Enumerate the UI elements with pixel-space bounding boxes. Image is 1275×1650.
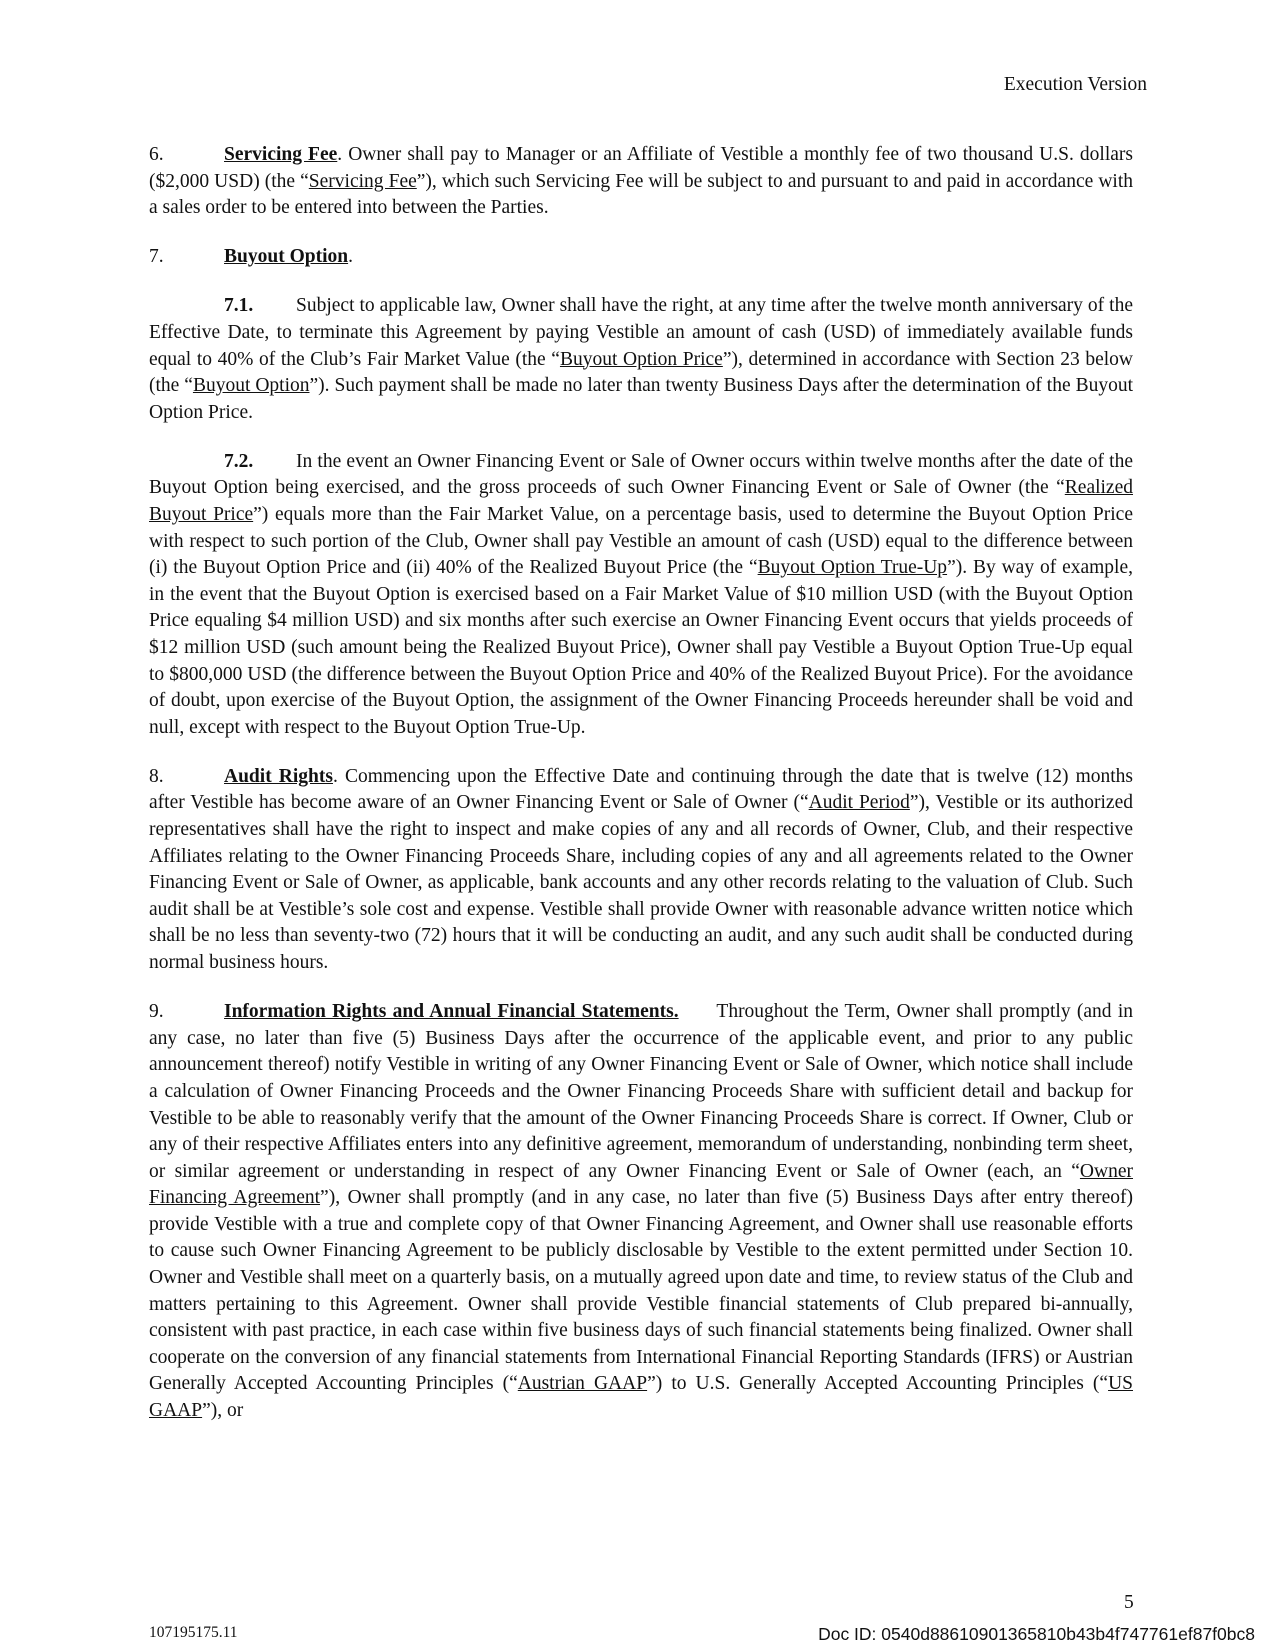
section-text: . — [348, 246, 353, 268]
document-body — [149, 142, 1133, 1447]
defined-term: Owner Financing Agreement — [149, 1160, 1133, 1209]
section-text: . Commencing upon the Effective Date and continuing through the date that is twelve (12) months after Vestible has become aware of an Owner Financing Event or Sale of Owner (“ — [149, 765, 1133, 814]
section-number: 8. — [149, 765, 164, 787]
defined-term: Buyout Option True-Up — [757, 557, 948, 579]
section-text: ”). By way of example, in the event that the Buyout Option is exercised based on a Fair Market Value of $10 million USD (with the Buyout Option Price equaling $4 million USD) and six months after such exercise an Owner Financing Event occurs that yields proceeds of $12 million USD (such amount being the Realized Buyout Price), Owner shall pay Vestible a Buyout Option True-Up equal to $800,000 USD (the difference between the Buyout Option Price and 40% of the Realized Buyout Price). For the avoidance of doubt, upon exercise of the Buyout Option, the assignment of the Owner Financing Proceeds hereunder shall be void and null, except with respect to the Buyout Option True-Up. — [149, 557, 1133, 738]
section-heading: Buyout Option — [224, 246, 349, 268]
section-number: 7. — [149, 246, 164, 268]
section-text: ”), Owner shall promptly (and in any case, no later than five (5) Business Days after entry thereof) provide Vestible with a true and complete copy of that Owner Financing Agreement, and Owner shall use reasonable efforts to cause such Owner Financing Agreement to be publicly disclosable by Vestible to the extent permitted under Section 10. Owner and Vestible shall meet on a quarterly basis, on a mutually agreed upon date and time, to review status of the Club and matters pertaining to this Agreement. Owner shall provide Vestible financial statements of Club prepared bi-annually, consistent with past practice, in each case within five business days of such financial statements being finalized. Owner shall cooperate on the conversion of any financial statements from International Financial Reporting Standards (IFRS) or Austrian Generally Accepted Accounting Principles (“ — [149, 1187, 1133, 1395]
subsection-7-1 — [149, 293, 1133, 426]
doc-id: Doc ID: 0540d88610901365810b43b4f747761ef87f0bc8 — [818, 1624, 1255, 1644]
section-number: 6. — [149, 144, 164, 165]
section-text: . Owner shall pay to Manager or an Affiliate of Vestible a monthly fee of two thousand U.S. dollars ($2,000 USD) (the “ — [149, 144, 1133, 192]
section-number: 9. — [149, 1001, 164, 1023]
section-8-audit-rights — [149, 764, 1133, 977]
subsection-number: 7.1. — [224, 295, 254, 317]
section-heading: Audit Rights — [224, 765, 333, 787]
section-text: ”), Vestible or its authorized representatives shall have the right to inspect and make copies of any and all records of Owner, Club, and their respective Affiliates relating to the Owner Financing Proceeds Share, including copies of any and all agreements related to the Owner Financing Event or Sale of Owner, as applicable, bank accounts and any other records relating to the valuation of Club. Such audit shall be at Vestible’s sole cost and expense. Vestible shall provide Owner with reasonable advance written notice which shall be no less than seventy-two (72) hours that it will be conducting an audit, and any such audit shall be conducted during normal business hours. — [149, 792, 1133, 974]
document-reference: 107195175.11 — [149, 1624, 238, 1641]
section-text: In the event an Owner Financing Event or Sale of Owner occurs within twelve months after the date of the Buyout Option being exercised, and the gross proceeds of such Owner Financing Event or Sale of Owner (the “ — [149, 450, 1133, 499]
defined-term: Austrian GAAP — [517, 1373, 648, 1395]
section-9-information-rights — [149, 999, 1133, 1425]
section-text: ”), or — [202, 1400, 244, 1422]
defined-term: US GAAP — [149, 1373, 1133, 1422]
defined-term: Buyout Option Price — [559, 348, 723, 370]
execution-version-header: Execution Version — [1003, 74, 1147, 95]
section-text: Throughout the Term, Owner shall promptly (and in any case, no later than five (5) Business Days after the occurrence of the applicable event, and prior to any public announcement thereof) notify Vestible in writing of any Owner Financing Event or Sale of Owner, which notice shall include a calculation of Owner Financing Proceeds and the Owner Financing Proceeds Share with sufficient detail and backup for Vestible to be able to reasonably verify that the amount of the Owner Financing Proceeds Share is correct. If Owner, Club or any of their respective Affiliates enters into any definitive agreement, memorandum of understanding, nonbinding term sheet, or similar agreement or understanding in respect of any Owner Financing Event or Sale of Owner (each, an “ — [149, 1001, 1133, 1182]
section-heading: Information Rights and Annual Financial Statements. — [224, 1001, 679, 1023]
defined-term: Audit Period — [808, 792, 910, 814]
section-text: ”), determined in accordance with Section 23 below (the “ — [149, 348, 1133, 397]
section-text: Subject to applicable law, Owner shall have the right, at any time after the twelve month anniversary of the Effective Date, to terminate this Agreement by paying Vestible an amount of cash (USD) of immediately available funds equal to 40% of the Club’s Fair Market Value (the “ — [149, 295, 1133, 370]
section-text: ”), which such Servicing Fee will be subject to and pursuant to and paid in accordance with a sales order to be entered into between the Parties. — [149, 170, 1134, 219]
subsection-7-2 — [149, 449, 1133, 742]
defined-term: Servicing Fee — [308, 170, 417, 192]
section-heading: Servicing Fee — [224, 144, 338, 165]
subsection-number: 7.2. — [224, 450, 254, 472]
section-text: ”) equals more than the Fair Market Value, on a percentage basis, used to determine the Buyout Option Price with respect to such portion of the Club, Owner shall pay Vestible an amount of cash (USD) equal to the difference between (i) the Buyout Option Price and (ii) 40% of the Realized Buyout Price (the “ — [149, 504, 1133, 579]
section-7-buyout-option — [149, 244, 1133, 271]
section-text: ”) to U.S. Generally Accepted Accounting Principles (“ — [647, 1373, 1109, 1395]
section-6-servicing-fee — [149, 142, 1133, 222]
section-text: ”). Such payment shall be made no later than twenty Business Days after the determination of the Buyout Option Price. — [149, 375, 1133, 423]
page-number: 5 — [1124, 1592, 1134, 1613]
defined-term: Realized Buyout Price — [149, 477, 1133, 526]
defined-term: Buyout Option — [192, 375, 310, 397]
